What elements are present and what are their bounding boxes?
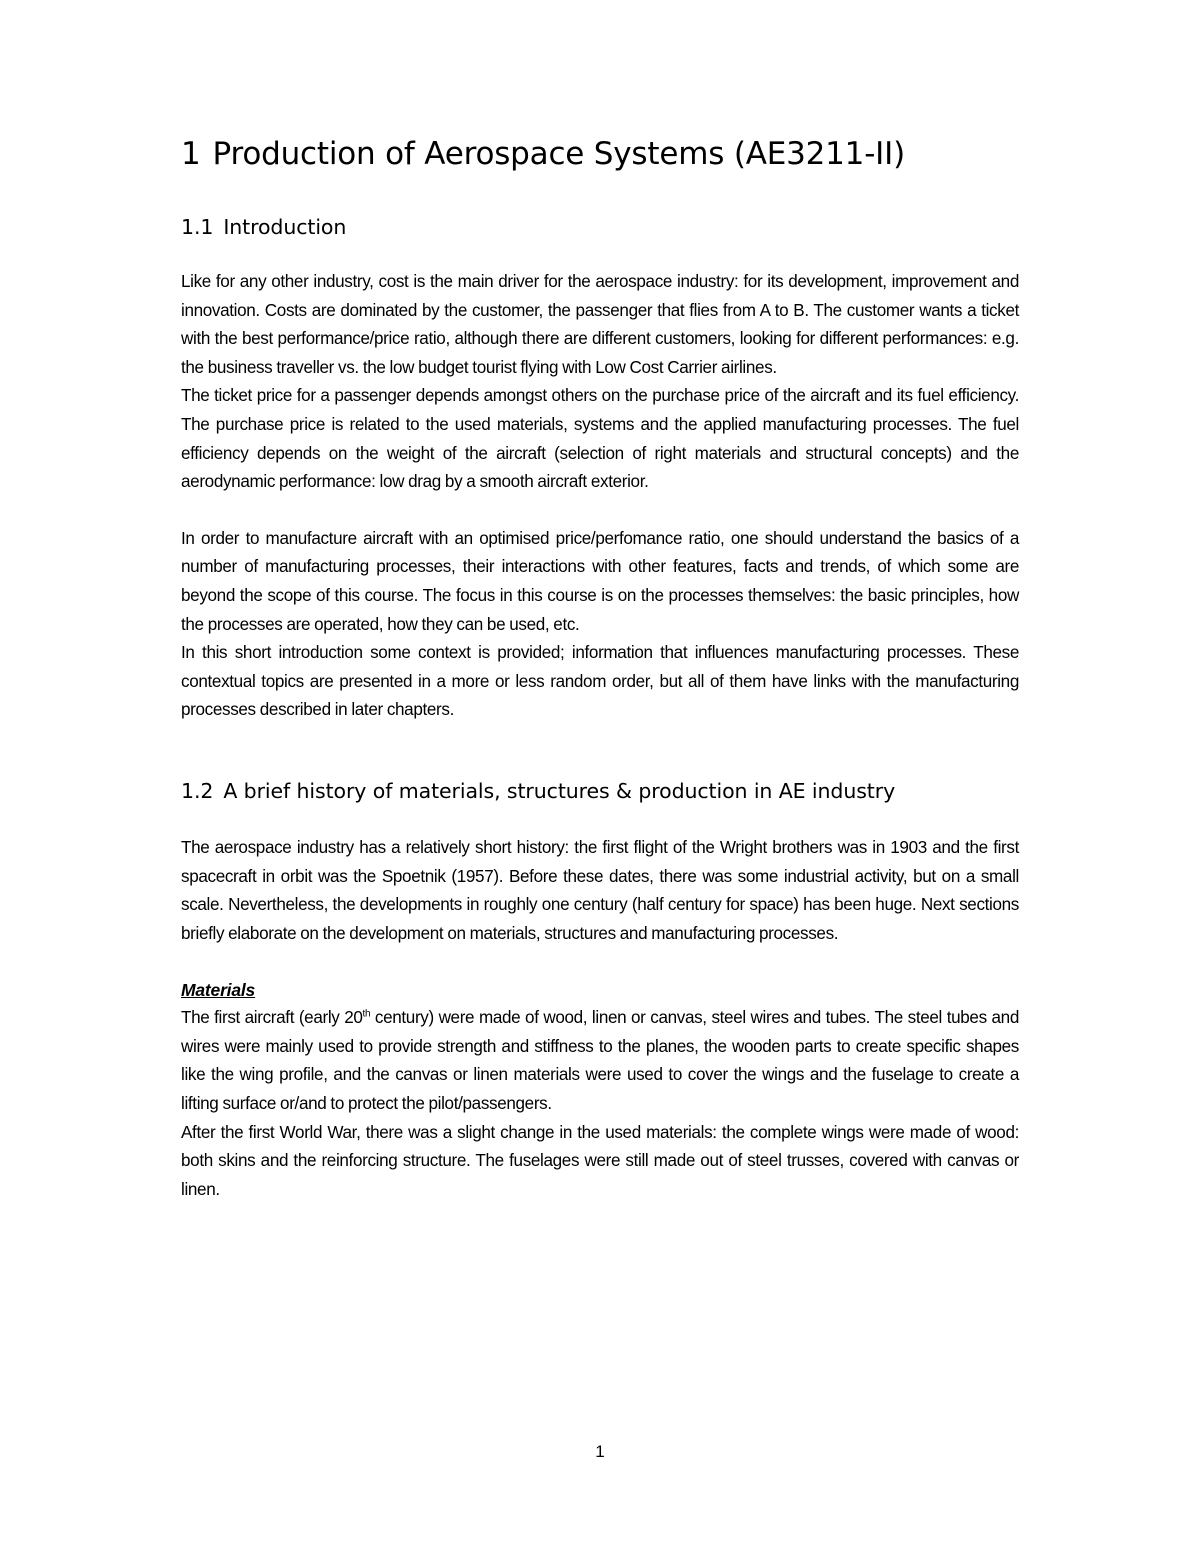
- chapter-title: [181, 128, 1019, 180]
- materials-paragraph-2: After the first World War, there was a slight change in the used materials: the complete wings were made of wood: both skins and the reinforcing structure. The fuselages were still made out of steel trusses, covered with canvas or linen.: [181, 1122, 1019, 1199]
- page-number: 1: [595, 1442, 605, 1461]
- spacer: [181, 948, 1019, 976]
- ordinal-suffix: th: [362, 1008, 371, 1020]
- chapter-number: 1: [181, 136, 201, 172]
- section-heading-introduction: [181, 212, 1019, 242]
- spacer: [181, 806, 1019, 834]
- materials-p1-start: The first aircraft (early 20: [181, 1008, 363, 1028]
- section-number: 1.2: [181, 778, 214, 803]
- intro-paragraph-2: The ticket price for a passenger depends amongst others on the purchase price of the aircraft and its fuel efficiency. The purchase price is related to the used materials, systems and the applied manufacturing processes. The fuel efficiency depends on the weight of the aircraft (selection of right materials and structural concepts) and the aerodynamic performance: low drag by a smooth aircraft exterior.: [181, 386, 1019, 492]
- materials-paragraph-1: [181, 1004, 1019, 1118]
- intro-paragraph-4: In this short introduction some context is provided; information that influences manufacturing processes. These contextual topics are presented in a more or less random order, but all of them have links with the manufacturing processes described in later chapters.: [181, 643, 1019, 720]
- section-title-text: Introduction: [223, 215, 347, 239]
- section-heading-history: [181, 776, 1019, 806]
- chapter-title-text: Production of Aerospace Systems (AE3211-II): [212, 136, 905, 172]
- section-title-text: A brief history of materials, structures & production in AE industry: [223, 778, 896, 803]
- materials-subheading: Materials: [181, 980, 256, 1001]
- page-content: [181, 128, 1019, 1204]
- intro-paragraph-1: Like for any other industry, cost is the main driver for the aerospace industry: for its development, improvement and innovation. Costs are dominated by the customer, the passenger that flies from A to B. The customer wants a ticket with the best performance/price ratio, although there are different customers, looking for different performances: e.g. the business traveller vs. the low budget tourist flying with Low Cost Carrier airlines.: [181, 272, 1019, 377]
- section-number: 1.1: [181, 215, 214, 239]
- materials-p1-rest: century) were made of wood, linen or canvas, steel wires and tubes. The steel tubes and wires were mainly used to provide strength and stiffness to the planes, the wooden parts to create specific shapes like the wing profile, and the canvas or linen materials were used to cover the wings and the fuselage to create a lifting surface or/and to protect the pilot/passengers.: [181, 1008, 1019, 1114]
- history-paragraph-1: The aerospace industry has a relatively short history: the first flight of the Wright brothers was in 1903 and the first spacecraft in orbit was the Spoetnik (1957). Before these dates, there was some industrial activity, but on a small scale. Nevertheless, the developments in roughly one century (half century for space) has been huge. Next sections briefly elaborate on the development on materials, structures and manufacturing processes.: [181, 837, 1019, 943]
- intro-paragraph-3: In order to manufacture aircraft with an optimised price/perfomance ratio, one should understand the basics of a number of manufacturing processes, their interactions with other features, facts and trends, of which some are beyond the scope of this course. The focus in this course is on the processes themselves: the basic principles, how the processes are operated, how they can be used, etc.: [181, 528, 1019, 634]
- spacer: [181, 497, 1019, 525]
- spacer: [181, 242, 1019, 268]
